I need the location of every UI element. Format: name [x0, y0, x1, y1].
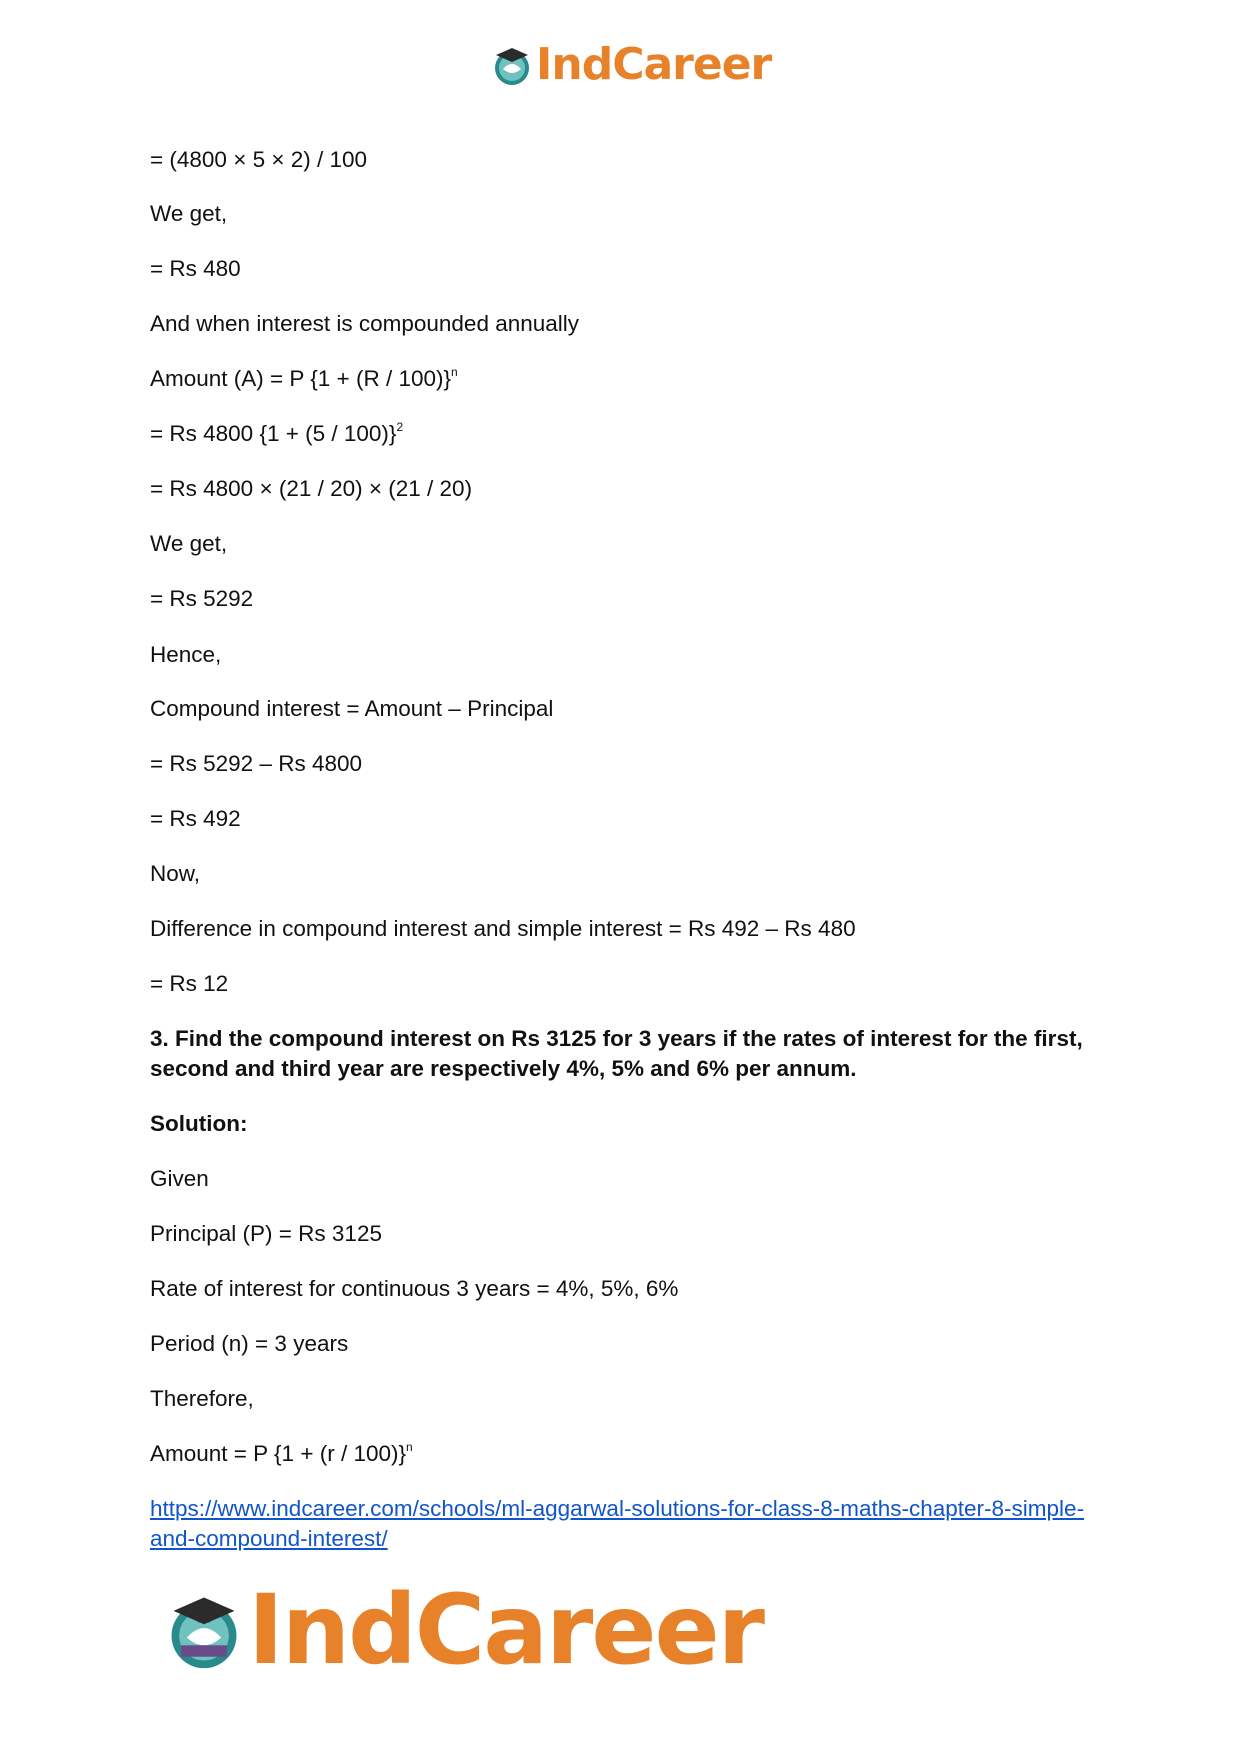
text-line: Rate of interest for continuous 3 years = 4%, 5%, 6%: [150, 1276, 679, 1301]
logo-text: IndCareer: [248, 1574, 763, 1686]
text-line: And when interest is compounded annually: [150, 311, 580, 336]
footer-logo: [162, 1574, 763, 1686]
text-line: Compound interest = Amount – Principal: [150, 696, 554, 721]
text-line: = (4800 × 5 × 2) / 100: [150, 147, 368, 172]
exponent: 2: [396, 420, 404, 434]
text-line: Given: [150, 1166, 209, 1191]
source-link[interactable]: https://www.indcareer.com/schools/ml-aggarwal-solutions-for-class-8-maths-chapter-8-simple-and-compound-interest/: [150, 1496, 1085, 1551]
formula-text: Amount (A) = P {1 + (R / 100)}: [150, 366, 451, 391]
text-line: Hence,: [150, 642, 222, 667]
text-line: We get,: [150, 201, 228, 226]
text-line: Period (n) = 3 years: [150, 1331, 349, 1356]
text-line: We get,: [150, 531, 228, 556]
text-line: = Rs 492: [150, 806, 241, 831]
formula-line: [150, 364, 458, 394]
graduation-globe-icon: [162, 1588, 246, 1672]
graduation-globe-icon: [490, 43, 534, 87]
text-line: = Rs 480: [150, 256, 241, 281]
text-line: Principal (P) = Rs 3125: [150, 1221, 382, 1246]
logo-text: IndCareer: [536, 39, 772, 90]
exponent: n: [406, 1440, 413, 1454]
text-line: = Rs 12: [150, 971, 229, 996]
text-line: = Rs 5292 – Rs 4800: [150, 751, 363, 776]
text-line: Therefore,: [150, 1386, 254, 1411]
question-text: 3. Find the compound interest on Rs 3125 for 3 years if the rates of interest for the first, second and third year are respectively 4%, 5% and 6% per annum.: [150, 1026, 1083, 1081]
formula-line: [150, 419, 403, 449]
text-line: = Rs 5292: [150, 586, 254, 611]
formula-text: Amount = P {1 + (r / 100)}: [150, 1441, 406, 1466]
text-line: Difference in compound interest and simple interest = Rs 492 – Rs 480: [150, 916, 856, 941]
solution-heading: Solution:: [150, 1111, 248, 1136]
formula-line: [150, 1439, 413, 1469]
exponent: n: [451, 365, 458, 379]
text-line: = Rs 4800 × (21 / 20) × (21 / 20): [150, 476, 473, 501]
text-line: Now,: [150, 861, 201, 886]
header-logo: [490, 40, 771, 90]
formula-text: = Rs 4800 {1 + (5 / 100)}: [150, 421, 397, 446]
